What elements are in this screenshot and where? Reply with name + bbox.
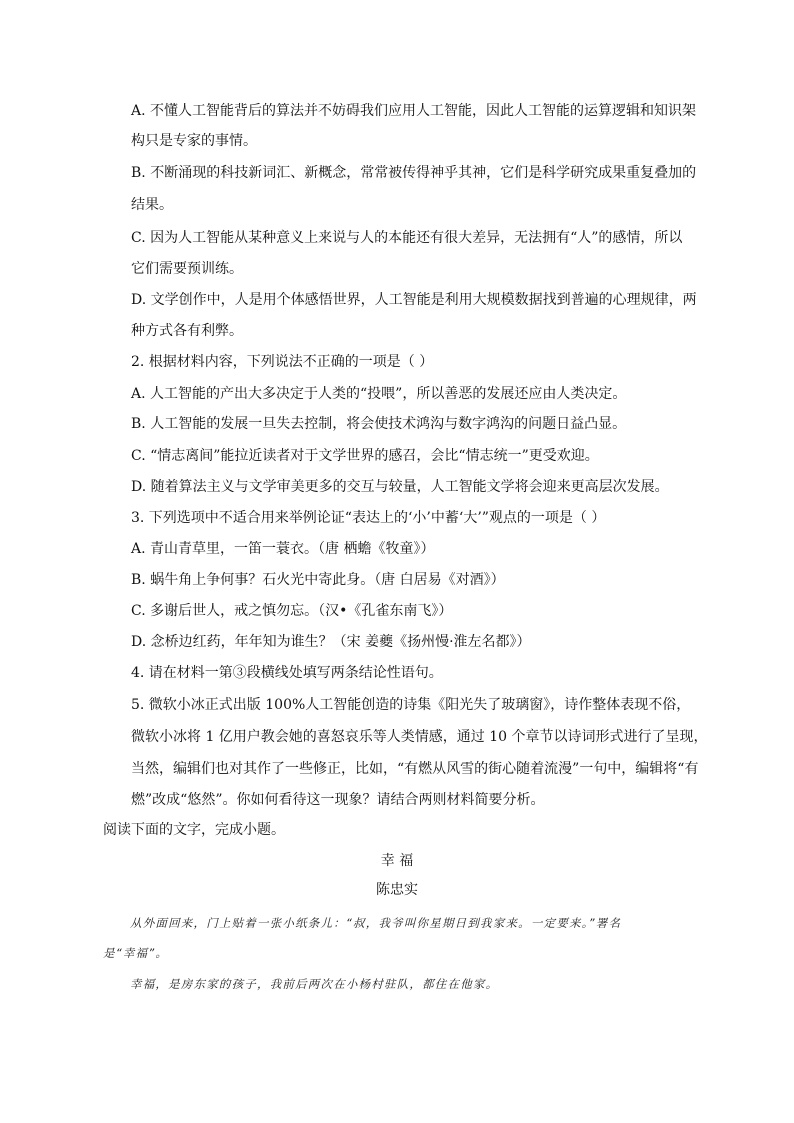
q1-option-b-line1: B. 不断涌现的科技新词汇、新概念，常常被传得神乎其神，它们是科学研究成果重复叠加的 xyxy=(131,165,697,181)
q3-option-c: C. 多谢后世人，戒之慎勿忘。（汉•《孔雀东南飞》） xyxy=(131,603,453,619)
q5-line1: 5. 微软小冰正式出版 100%人工智能创造的诗集《阳光失了玻璃窗》，诗作整体表现不俗， xyxy=(131,697,691,713)
q1-option-a-line1: A. 不懂人工智能背后的算法并不妨碍我们应用人工智能，因此人工智能的运算逻辑和知识架 xyxy=(131,103,697,119)
q2-option-a: A. 人工智能的产出大多决定于人类的“投喂”，所以善恶的发展还应由人类决定。 xyxy=(131,386,627,402)
q1-option-a-line2: 构只是专家的事情。 xyxy=(131,133,257,149)
q2-option-d: D. 随着算法主义与文学审美更多的交互与较量，人工智能文学将会迎来更高层次发展。 xyxy=(131,479,669,495)
q1-option-d-line2: 种方式各有利弊。 xyxy=(131,323,243,339)
q3-option-b: B. 蜗牛角上争何事？石火光中寄此身。（唐 白居易《对酒》） xyxy=(131,572,505,588)
reading-instruction: 阅读下面的文字，完成小题。 xyxy=(103,822,285,838)
story-title: 幸 福 xyxy=(380,853,414,869)
q4-stem: 4. 请在材料一第③段横线处填写两条结论性语句。 xyxy=(131,665,443,681)
q5-line2: 微软小冰将 1 亿用户教会她的喜怒哀乐等人类情感，通过 10 个章节以诗词形式进行了呈现， xyxy=(131,729,708,745)
story-paragraph-1-line2: 是“幸福”。 xyxy=(103,946,169,960)
q2-stem: 2. 根据材料内容，下列说法不正确的一项是（ ） xyxy=(131,354,434,370)
story-paragraph-1-line1: 从外面回来，门上贴着一张小纸条儿：“叔，我爷叫你星期日到我家来。一定要来。”署名 xyxy=(130,916,622,930)
q1-option-c-line2: 它们需要预训练。 xyxy=(131,261,243,277)
q1-option-c-line1: C. 因为人工智能从某种意义上来说与人的本能还有很大差异，无法拥有“人”的感情，所以 xyxy=(131,230,683,246)
q5-line4: 燃”改成“悠然”。你如何看待这一现象？请结合两则材料简要分析。 xyxy=(131,792,545,808)
q1-option-b-line2: 结果。 xyxy=(131,197,173,213)
q1-option-d-line1: D. 文学创作中，人是用个体感悟世界，人工智能是利用大规模数据找到普遍的心理规律，两 xyxy=(131,292,697,308)
q2-option-c: C. “情志离间”能拉近读者对于文学世界的感召，会比“情志统一”更受欢迎。 xyxy=(131,448,599,464)
story-paragraph-2: 幸福，是房东家的孩子，我前后两次在小杨村驻队，都住在他家。 xyxy=(130,977,499,991)
q2-option-b: B. 人工智能的发展一旦失去控制，将会使技术鸿沟与数字鸿沟的问题日益凸显。 xyxy=(131,416,627,432)
q3-option-d: D. 念桥边红药，年年知为谁生？（宋 姜夔《扬州慢·淮左名都》） xyxy=(131,634,531,650)
q5-line3: 当然，编辑们也对其作了一些修正，比如，“有燃从风雪的街心随着流漫”一句中，编辑将“有 xyxy=(131,761,699,777)
q3-option-a: A. 青山青草里，一笛一蓑衣。（唐 栖蟾《牧童》） xyxy=(131,541,435,557)
story-author: 陈忠实 xyxy=(376,882,418,898)
q3-stem: 3. 下列选项中不适合用来举例论证“表达上的‘小’中蓄‘大’”观点的一项是（ ） xyxy=(131,510,606,526)
